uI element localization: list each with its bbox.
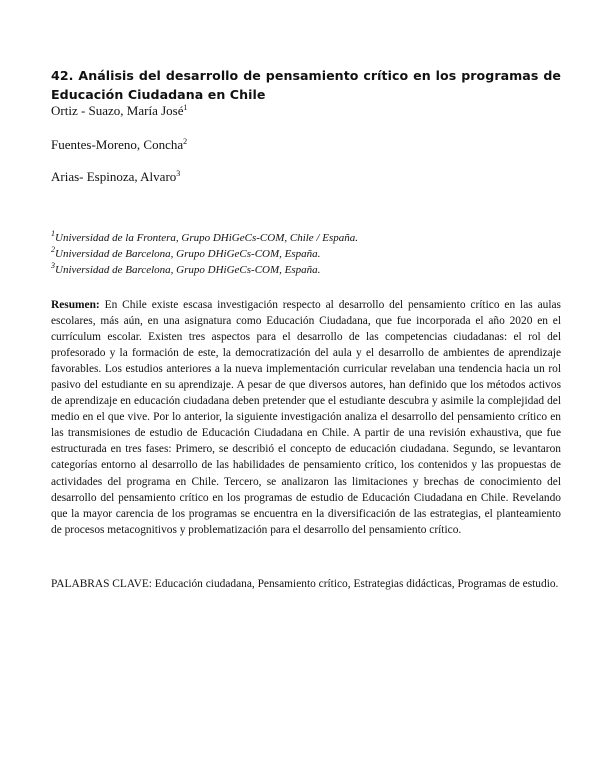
keywords: PALABRAS CLAVE: Educación ciudadana, Pensamiento crítico, Estrategias didácticas, Programas de estudio. [51, 578, 559, 590]
author-2 [51, 137, 187, 153]
paper-title: 42. Análisis del desarrollo de pensamiento crítico en los programas de Educación Ciudadana en Chile [51, 68, 561, 102]
affiliation-1 [51, 230, 561, 246]
affiliation-3 [51, 262, 561, 278]
affiliation-text: Universidad de la Frontera, Grupo DHiGeCs-COM, Chile / España. [55, 232, 358, 244]
author-superscript: 1 [183, 103, 188, 112]
affiliation-superscript: 1 [51, 229, 55, 238]
affiliation-superscript: 3 [51, 261, 55, 270]
affiliations [51, 230, 561, 278]
author-name: Arias- Espinoza, Alvaro [51, 169, 177, 184]
author-1 [51, 103, 188, 119]
affiliation-text: Universidad de Barcelona, Grupo DHiGeCs-COM, España. [55, 248, 321, 260]
affiliation-text: Universidad de Barcelona, Grupo DHiGeCs-COM, España. [55, 264, 321, 276]
affiliation-superscript: 2 [51, 245, 55, 254]
author-superscript: 2 [183, 137, 188, 146]
abstract-label: Resumen: [51, 299, 100, 311]
author-name: Ortiz - Suazo, María José [51, 103, 184, 118]
abstract [51, 297, 561, 538]
abstract-text: En Chile existe escasa investigación respecto al desarrollo del pensamiento crítico en las aulas escolares, más aún, en una asignatura como Educación Ciudadana, que fue incorporada el año 2020 en el currículum escolar. Existen tres aspectos para el desarrollo de las competencias ciudadanas: el rol del profesorado y la formación de este, la democratización del aula y el desarrollo de ambientes de aprendizaje favorables. Los estudios anteriores a la nueva implementación curricular revelaban una tendencia hacia un rol pasivo del estudiante en su aprendizaje. A pesar de que diversos autores, han definido que los métodos activos de aprendizaje en educación ciudadana deben pretender que el estudiante descubra y asimile la complejidad del medio en el que vive. Por lo anterior, la siguiente investigación analiza el desarrollo del pensamiento crítico en las transmisiones de estudio de Educación Ciudadana en Chile. A partir de una revisión exhaustiva, que fue estructurada en tres fases: Primero, se describió el concepto de educación ciudadana. Segundo, se levantaron categorías entorno al desarrollo de las habilidades de pensamiento crítico, los contenidos y las propuestas de actividades del programa en Chile. Tercero, se analizaron las limitaciones y brechas de conocimiento del desarrollo del pensamiento crítico en los programas de estudio de Educación Ciudadana en Chile. Revelando que la mayor carencia de los programas se encuentra en la diversificación de las estrategias, el planteamiento de procesos metacognitivos y problematización para el desarrollo del pensamiento crítico. [51, 299, 561, 536]
author-name: Fuentes-Moreno, Concha [51, 137, 184, 152]
author-3 [51, 169, 180, 185]
affiliation-2 [51, 246, 561, 262]
author-superscript: 3 [176, 169, 181, 178]
